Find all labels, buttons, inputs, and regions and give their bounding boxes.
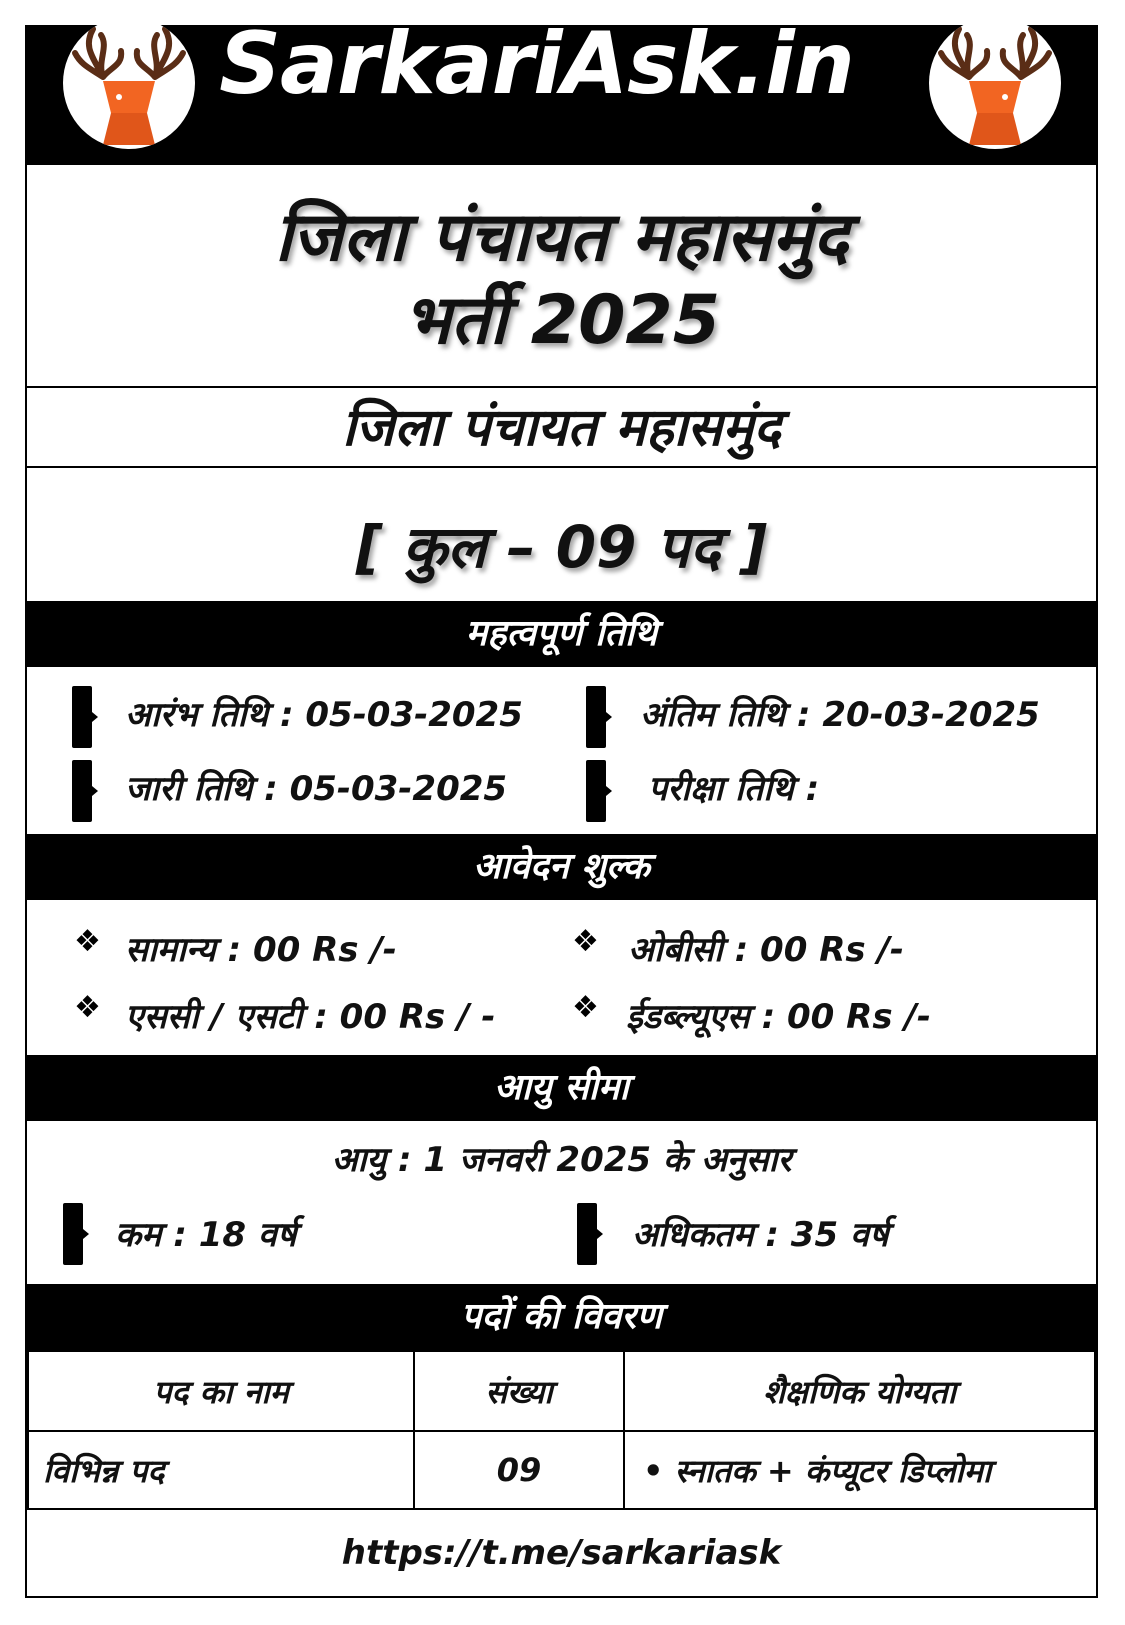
age-min: कम : 18 वर्ष xyxy=(115,1215,297,1255)
column-header: पद का नाम xyxy=(28,1351,414,1431)
site-title: SarkariAsk.in xyxy=(219,14,854,114)
table-header-row xyxy=(28,1351,1095,1431)
diamond-bullet-icon: ❖ xyxy=(572,990,599,1025)
fees-heading: आवेदन शुल्क xyxy=(27,834,1096,900)
bullet-marker-icon xyxy=(577,1203,597,1265)
post-count: 09 xyxy=(414,1431,624,1509)
bullet-marker-icon xyxy=(586,686,606,748)
fee-sc-st: एससी / एसटी : 00 Rs / - xyxy=(125,997,496,1037)
bullet-marker-icon xyxy=(586,760,606,822)
exam-date: परीक्षा तिथि : xyxy=(648,769,820,809)
bullet-marker-icon xyxy=(72,760,92,822)
deer-logo-icon xyxy=(929,17,1061,149)
deer-logo-icon xyxy=(63,17,195,149)
posts-heading: पदों की विवरण xyxy=(27,1284,1096,1350)
posts-table xyxy=(27,1350,1096,1510)
diamond-bullet-icon: ❖ xyxy=(74,924,101,959)
end-date: अंतिम तिथि : 20-03-2025 xyxy=(640,695,1040,735)
column-header: संख्या xyxy=(414,1351,624,1431)
bullet-marker-icon xyxy=(72,686,92,748)
issue-date: जारी तिथि : 05-03-2025 xyxy=(125,769,508,809)
age-heading: आयु सीमा xyxy=(27,1055,1096,1121)
age-reference-date: आयु : 1 जनवरी 2025 के अनुसार xyxy=(331,1140,792,1180)
page-title-year: भर्ती 2025 xyxy=(402,281,721,360)
post-qualification: • स्नातक + कंप्यूटर डिप्लोमा xyxy=(624,1431,1095,1509)
organization-name: जिला पंचायत महासमुंद xyxy=(25,388,1098,468)
dates-heading: महत्वपूर्ण तिथि xyxy=(27,601,1096,667)
age-max: अधिकतम : 35 वर्ष xyxy=(632,1215,889,1255)
diamond-bullet-icon: ❖ xyxy=(74,990,101,1025)
bullet-marker-icon xyxy=(63,1203,83,1265)
fee-ews: ईडब्ल्यूएस : 00 Rs /- xyxy=(626,997,931,1037)
table-row xyxy=(28,1431,1095,1509)
column-header: शैक्षणिक योग्यता xyxy=(624,1351,1095,1431)
fee-general: सामान्य : 00 Rs /- xyxy=(125,930,397,970)
post-name: विभिन्न पद xyxy=(28,1431,414,1509)
page-title: जिला पंचायत महासमुंद xyxy=(274,198,849,277)
diamond-bullet-icon: ❖ xyxy=(572,924,599,959)
total-posts: [ कुल – 09 पद ] xyxy=(355,513,768,581)
start-date: आरंभ तिथि : 05-03-2025 xyxy=(125,695,523,735)
telegram-link[interactable]: https://t.me/sarkariask xyxy=(25,1508,1098,1596)
title-block xyxy=(25,165,1098,388)
fee-obc: ओबीसी : 00 Rs /- xyxy=(628,930,904,970)
